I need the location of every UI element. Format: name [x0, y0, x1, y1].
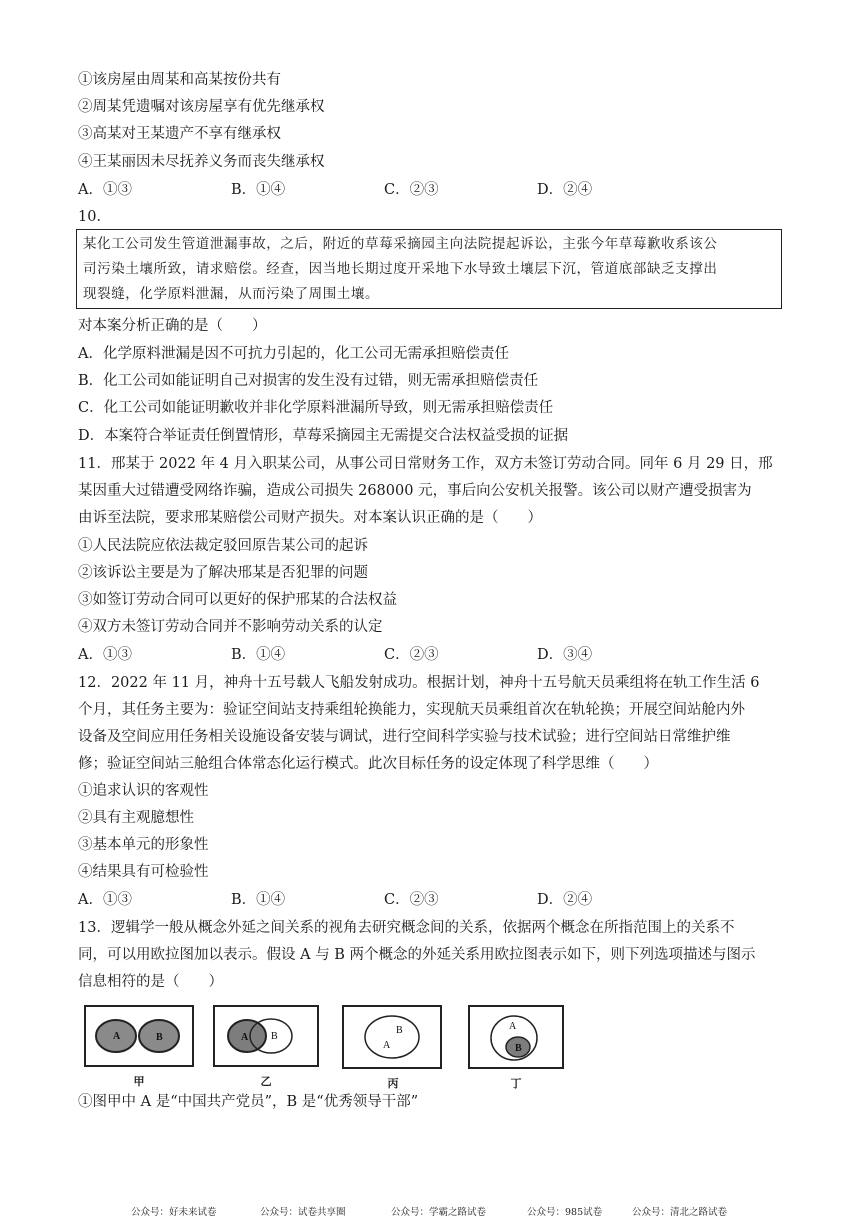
q12-options — [78, 890, 778, 910]
euler-label-b: B — [271, 1031, 278, 1042]
euler-diagram-yi — [213, 1005, 319, 1088]
q12-stem-line: 个月，其任务主要为：验证空间站支持乘组轮换能力，实现航天员乘组首次在轨轮换；开展空间站舱内外 — [78, 702, 745, 718]
q11-options — [78, 645, 778, 665]
q11-statement-2: ②该诉讼主要是为了解决邢某是否犯罪的问题 — [78, 565, 368, 581]
diagram-caption: 丁 — [510, 1077, 522, 1090]
q12-statement-4: ④结果具有可检验性 — [78, 864, 209, 880]
diagram-caption: 甲 — [133, 1075, 145, 1088]
q9-statement-1: ①该房屋由周某和高某按份共有 — [78, 72, 281, 88]
q10-material-line: 某化工公司发生管道泄漏事故，之后，附近的草莓采摘园主向法院提起诉讼，主张今年草莓歉收系该公 — [83, 236, 718, 252]
q11-stem-line: 由诉至法院，要求邢某赔偿公司财产损失。对本案认识正确的是（ ） — [78, 510, 542, 526]
q10-option-b: B．化工公司如能证明自己对损害的发生没有过错，则无需承担赔偿责任 — [78, 373, 539, 389]
q9-option-a: A．①③ — [78, 182, 132, 198]
q12-option-d: D．②④ — [537, 892, 593, 908]
q11-stem-line: 11．邢某于 2022 年 4 月入职某公司，从事公司日常财务工作，双方未签订劳动合同。同年 6 月 29 日，邢 — [78, 456, 773, 472]
footer-text: 公众号：清北之路试卷 — [632, 1207, 728, 1218]
q10-number: 10． — [78, 209, 111, 225]
q12-option-b: B．①④ — [231, 892, 286, 908]
q9-option-c: C．②③ — [384, 182, 439, 198]
q12-stem-line: 修；验证空间站三舱组合体常态化运行模式。此次目标任务的设定体现了科学思维（ ） — [78, 756, 658, 772]
footer-text: 公众号：试卷共享圈 — [260, 1207, 346, 1218]
q12-option-c: C．②③ — [384, 892, 439, 908]
diagram-caption: 乙 — [260, 1075, 272, 1088]
q10-option-c: C．化工公司如能证明歉收并非化学原料泄漏所导致，则无需承担赔偿责任 — [78, 400, 554, 416]
euler-label-b: B — [156, 1032, 163, 1043]
q12-statement-3: ③基本单元的形象性 — [78, 837, 209, 853]
footer-text: 公众号：好未来试卷 — [131, 1207, 217, 1218]
footer-text: 公众号：学霸之路试卷 — [391, 1207, 487, 1218]
q9-option-b: B．①④ — [231, 182, 286, 198]
q10-material-box — [76, 229, 782, 309]
q9-option-d: D．②④ — [537, 182, 593, 198]
q11-option-b: B．①④ — [231, 647, 286, 663]
footer-text: 公众号：985试卷 — [527, 1207, 603, 1218]
q11-option-c: C．②③ — [384, 647, 439, 663]
q13-statement-1: ①图甲中 A 是“中国共产党员”，B 是“优秀领导干部” — [78, 1094, 419, 1110]
q11-option-a: A．①③ — [78, 647, 132, 663]
q12-statement-1: ①追求认识的客观性 — [78, 783, 209, 799]
q13-stem-line: 信息相符的是（ ） — [78, 974, 223, 990]
q9-statement-3: ③高某对王某遗产不享有继承权 — [78, 126, 281, 142]
q9-statement-4: ④王某丽因未尽抚养义务而丧失继承权 — [78, 154, 325, 170]
euler-diagram-ding — [468, 1005, 564, 1090]
q11-stem-line: 某因重大过错遭受网络诈骗，造成公司损失 268000 元，事后向公安机关报警。该公司以财产遭受损害为 — [78, 483, 752, 499]
euler-diagram-jia — [84, 1005, 194, 1088]
euler-label-a: A — [509, 1021, 517, 1032]
q11-option-d: D．③④ — [537, 647, 593, 663]
euler-label-b: B — [396, 1025, 403, 1036]
q13-stem-line: 同，可以用欧拉图加以表示。假设 A 与 B 两个概念的外延关系用欧拉图表示如下，则下列选项描述与图示 — [78, 947, 756, 963]
q10-option-a: A．化学原料泄漏是因不可抗力引起的，化工公司无需承担赔偿责任 — [78, 346, 509, 362]
q11-statement-4: ④双方未签订劳动合同并不影响劳动关系的认定 — [78, 619, 383, 635]
q13-stem-line: 13．逻辑学一般从概念外延之间关系的视角去研究概念间的关系，依据两个概念在所指范围上的关系不 — [78, 920, 735, 936]
euler-label-a: A — [383, 1040, 391, 1051]
diagram-caption: 丙 — [387, 1077, 399, 1090]
q9-statement-2: ②周某凭遗嘱对该房屋享有优先继承权 — [78, 99, 325, 115]
euler-label-b: B — [515, 1043, 522, 1054]
q12-stem-line: 12．2022 年 11 月，神舟十五号载人飞船发射成功。根据计划，神舟十五号航天员乘组将在轨工作生活 6 — [78, 675, 760, 691]
q12-stem-line: 设备及空间应用任务相关设施设备安装与调试，进行空间科学实验与技术试验；进行空间站日常维护维 — [78, 729, 731, 745]
q10-material-line: 司污染土壤所致，请求赔偿。经查，因当地长期过度开采地下水导致土壤层下沉，管道底部缺乏支撑出 — [83, 261, 718, 277]
euler-label-a: A — [113, 1031, 121, 1042]
q10-material-line: 现裂缝，化学原料泄漏，从而污染了周围土壤。 — [83, 286, 380, 302]
q11-statement-1: ①人民法院应依法裁定驳回原告某公司的起诉 — [78, 538, 368, 554]
q9-options — [78, 180, 778, 200]
q10-option-d: D．本案符合举证责任倒置情形，草莓采摘园主无需提交合法权益受损的证据 — [78, 428, 569, 444]
euler-label-a: A — [241, 1032, 249, 1043]
q11-statement-3: ③如签订劳动合同可以更好的保护邢某的合法权益 — [78, 592, 397, 608]
q12-option-a: A．①③ — [78, 892, 132, 908]
q10-question: 对本案分析正确的是（ ） — [78, 318, 267, 334]
euler-diagram-bing — [342, 1005, 442, 1090]
q12-statement-2: ②具有主观臆想性 — [78, 810, 194, 826]
